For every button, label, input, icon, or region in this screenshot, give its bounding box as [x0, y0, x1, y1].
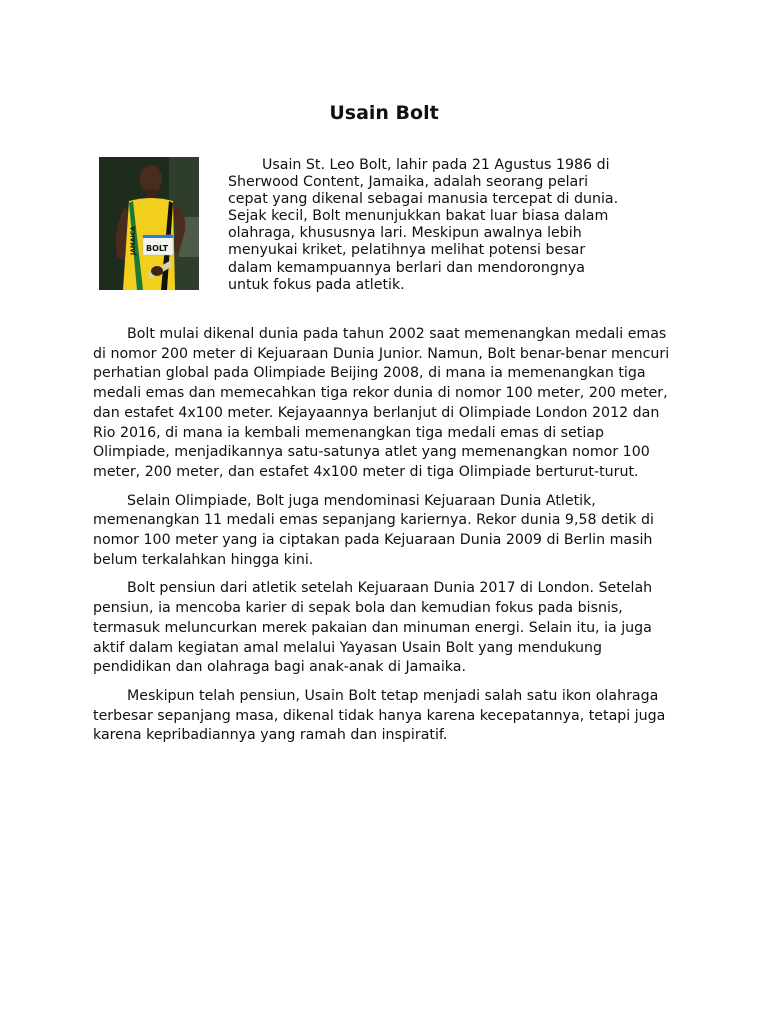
athlete-photo [99, 157, 199, 290]
document-title: Usain Bolt [329, 102, 439, 124]
paragraph-retirement: Bolt pensiun dari atletik setelah Kejuaraan Dunia 2017 di London. Setelah pensiun, ia mencoba karier di sepak bola dan kemudian fokus pada bisnis, termasuk meluncurkan merek pakaian dan minuman energi. Selain itu, ia juga aktif dalam kegiatan amal melalui Yayasan Usain Bolt yang mendukung pendidikan dan olahraga bagi anak-anak di Jamaika. [93, 580, 653, 676]
paragraph-championships: Selain Olimpiade, Bolt juga mendominasi Kejuaraan Dunia Atletik, memenangkan 11 medali emas sepanjang kariernya. Rekor dunia 9,58 detik di nomor 100 meter yang ia ciptakan pada Kejuaraan Dunia 2009 di Berlin masih belum terkalahkan hingga kini. [93, 492, 654, 568]
body-text [93, 325, 677, 755]
paragraph-legacy: Meskipun telah pensiun, Usain Bolt tetap menjadi salah satu ikon olahraga terbesar sepanjang masa, dikenal tidak hanya karena kecepatannya, tetapi juga karena kepribadiannya yang ramah dan inspiratif. [93, 687, 666, 744]
paragraph-career: Bolt mulai dikenal dunia pada tahun 2002 saat memenangkan medali emas di nomor 200 meter di Kejuaraan Dunia Junior. Namun, Bolt benar-benar mencuri perhatian global pada Olimpiade Beijing 2008, di mana ia memenangkan tiga medali emas dan memecahkan tiga rekor dunia di nomor 100 meter, 200 meter, dan estafet 4x100 meter. Kejayaannya berlanjut di Olimpiade London 2012 dan Rio 2016, di mana ia kembali memenangkan tiga medali emas di setiap Olimpiade, menjadikannya satu-satunya atlet yang memenangkan nomor 100 meter, 200 meter, dan estafet 4x100 meter di tiga Olimpiade berturut-turut. [93, 326, 670, 480]
bib-name: BOLT [146, 244, 169, 253]
athlete-head [140, 165, 162, 193]
athlete-photo-icon [99, 157, 199, 290]
race-bib-stripe [143, 235, 173, 238]
athlete-neck [146, 189, 156, 199]
jersey-side-text: JAMAICA [130, 226, 137, 255]
intro-paragraph: Usain St. Leo Bolt, lahir pada 21 Agustus 1986 di Sherwood Content, Jamaika, adalah seorang pelari cepat yang dikenal sebagai manusia tercepat di dunia. Sejak kecil, Bolt menunjukkan bakat luar biasa dalam olahraga, khususnya lari. Meskipun awalnya lebih menyukai kriket, pelatihnya melihat potensi besar dalam kemampuannya berlari dan mendorongnya untuk fokus pada atletik. [228, 157, 619, 293]
athlete-hand [151, 266, 163, 276]
